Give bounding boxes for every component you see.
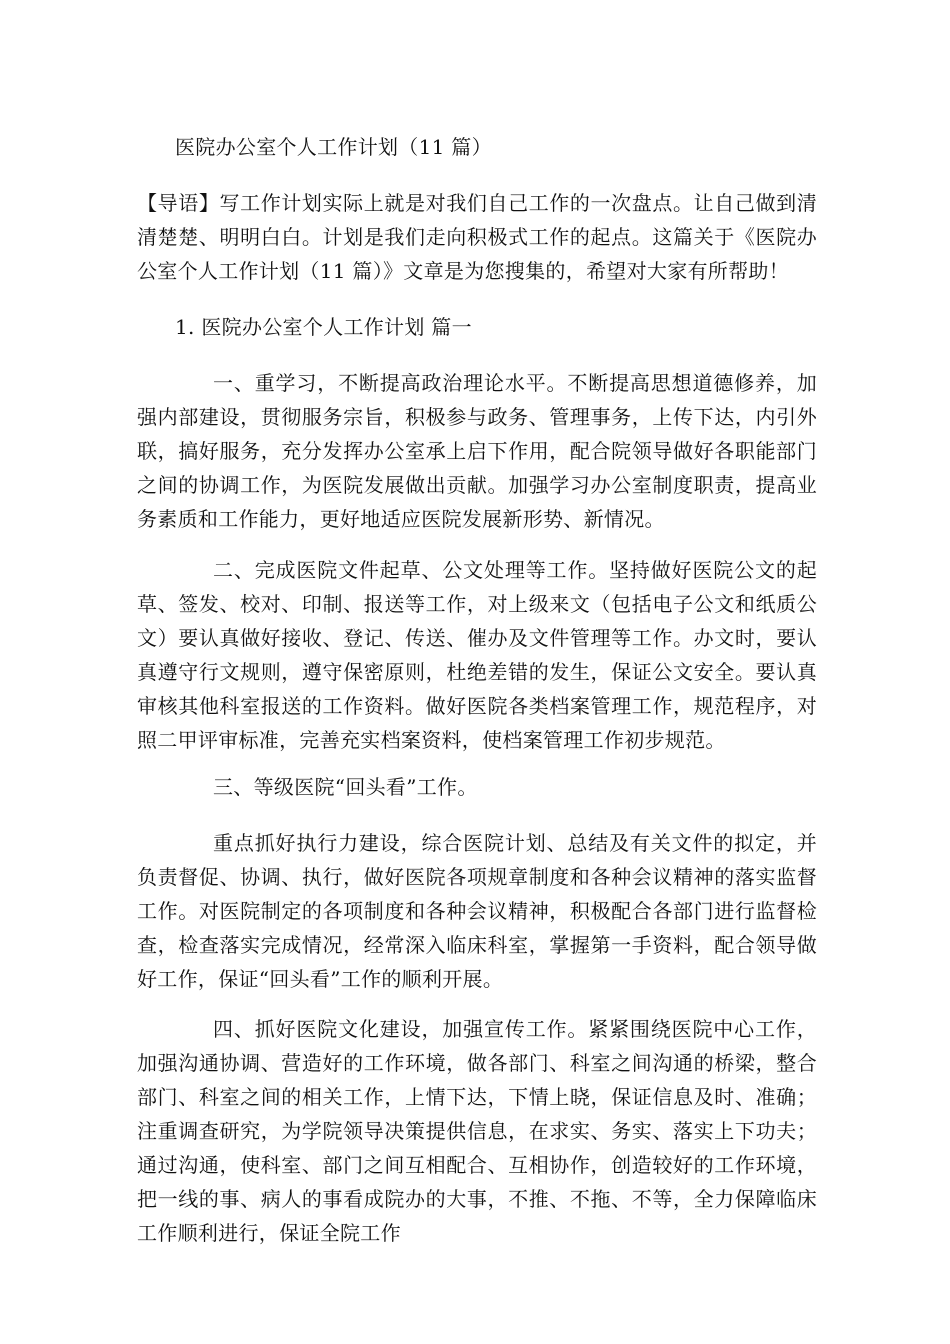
paragraph-5: 四、抓好医院文化建设，加强宣传工作。紧紧围绕医院中心工作，加强沟通协调、营造好的工作环境，做各部门、科室之间沟通的桥梁，整合部门、科室之间的相关工作，上情下达，下情上晓，保证信息及时、准确；注重调查研究，为学院领导决策提供信息，在求实、务实、落实上下功夫；通过沟通，使科室、部门之间互相配合、互相协作，创造较好的工作环境，把一线的事、病人的事看成院办的大事，不推、不拖、不等，全力保障临床工作顺利进行，保证全院工作 [137,1017,817,1245]
intro-paragraph: 【导语】写工作计划实际上就是对我们自己工作的一次盘点。让自己做到清清楚楚、明明白白。计划是我们走向积极式工作的起点。这篇关于《医院办公室个人工作计划（11 篇）》文章是为您搜集的，希望对大家有所帮助！ [137,191,817,283]
paragraph-3: 三、等级医院“回头看”工作。 [213,775,478,799]
paragraph-4: 重点抓好执行力建设，综合医院计划、总结及有关文件的拟定，并负责督促、协调、执行，做好医院各项规章制度和各种会议精神的落实监督工作。对医院制定的各项制度和各种会议精神，积极配合各部门进行监督检查，检查落实完成情况，经常深入临床科室，掌握第一手资料，配合领导做好工作，保证“回头看”工作的顺利开展。 [137,831,817,991]
document-title: 医院办公室个人工作计划（11 篇） [175,135,492,159]
section-heading: 1. 医院办公室个人工作计划 篇一 [175,315,472,339]
paragraph-1: 一、重学习，不断提高政治理论水平。不断提高思想道德修养，加强内部建设，贯彻服务宗旨，积极参与政务、管理事务，上传下达，内引外联，搞好服务，充分发挥办公室承上启下作用，配合院领导做好各职能部门之间的协调工作，为医院发展做出贡献。加强学习办公室制度职责，提高业务素质和工作能力，更好地适应医院发展新形势、新情况。 [137,371,817,531]
paragraph-2: 二、完成医院文件起草、公文处理等工作。坚持做好医院公文的起草、签发、校对、印制、报送等工作，对上级来文（包括电子公文和纸质公文）要认真做好接收、登记、传送、催办及文件管理等工作。办文时，要认真遵守行文规则，遵守保密原则，杜绝差错的发生，保证公文安全。要认真审核其他科室报送的工作资料。做好医院各类档案管理工作，规范程序，对照二甲评审标准，完善充实档案资料，使档案管理工作初步规范。 [137,558,817,752]
